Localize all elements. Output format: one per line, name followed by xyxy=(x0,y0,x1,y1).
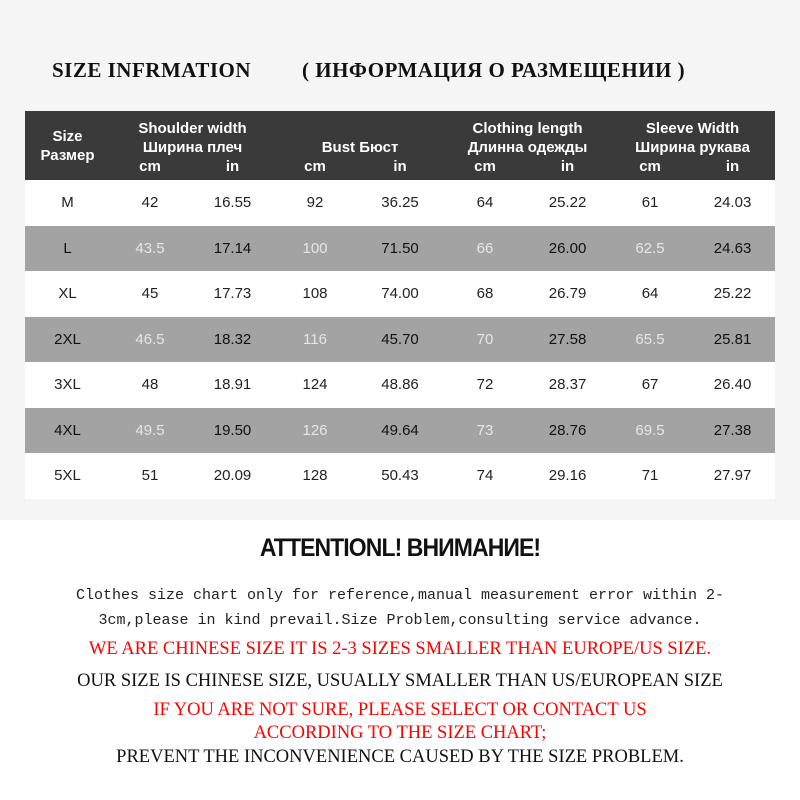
table-cell: 64 xyxy=(610,271,690,317)
table-cell: 51 xyxy=(110,453,190,499)
table-cell: 128 xyxy=(275,453,355,499)
shoulder-width-header xyxy=(110,111,275,157)
table-cell: 72 xyxy=(445,362,525,408)
size-warning-black: OUR SIZE IS CHINESE SIZE, USUALLY SMALLER THAN US/EUROPEAN SIZE xyxy=(77,671,723,691)
unit-in-header: in xyxy=(690,157,775,180)
size-cell: M xyxy=(25,180,110,226)
table-cell: 25.22 xyxy=(690,271,775,317)
table-cell: 24.63 xyxy=(690,226,775,272)
group-header-line2: Ширина рукава xyxy=(635,139,750,156)
title-english: SIZE INFRMATION xyxy=(52,58,252,82)
table-cell: 26.00 xyxy=(525,226,610,272)
size-warning-red: WE ARE CHINESE SIZE IT IS 2-3 SIZES SMALLER THAN EUROPE/US SIZE. xyxy=(88,639,712,659)
bust-header xyxy=(275,111,445,157)
page-title xyxy=(0,52,800,92)
table-row xyxy=(25,453,775,499)
table-cell: 116 xyxy=(275,317,355,363)
table-cell: 17.73 xyxy=(190,271,275,317)
size-column-header xyxy=(25,111,110,180)
table-cell: 71.50 xyxy=(355,226,445,272)
table-cell: 66 xyxy=(445,226,525,272)
table-cell: 25.81 xyxy=(690,317,775,363)
table-cell: 26.79 xyxy=(525,271,610,317)
table-cell: 74 xyxy=(445,453,525,499)
table-cell: 62.5 xyxy=(610,226,690,272)
size-cell: L xyxy=(25,226,110,272)
size-header-ru: Размер xyxy=(40,146,95,164)
table-cell: 27.38 xyxy=(690,408,775,454)
table-cell: 74.00 xyxy=(355,271,445,317)
title-russian: ( ИНФОРМАЦИЯ О РАЗМЕЩЕНИИ ) xyxy=(302,58,686,82)
table-row xyxy=(25,271,775,317)
table-cell: 126 xyxy=(275,408,355,454)
table-cell: 45.70 xyxy=(355,317,445,363)
table-cell: 68 xyxy=(445,271,525,317)
unit-in-header: in xyxy=(525,157,610,180)
table-row xyxy=(25,317,775,363)
table-cell: 46.5 xyxy=(110,317,190,363)
size-cell: XL xyxy=(25,271,110,317)
clothing-length-header xyxy=(445,111,610,157)
unit-cm-header: cm xyxy=(445,157,525,180)
table-row xyxy=(25,180,775,226)
table-cell: 42 xyxy=(110,180,190,226)
note-line-2: 3cm,please in kind prevail.Size Problem,consulting service advance. xyxy=(98,612,702,629)
table-cell: 43.5 xyxy=(110,226,190,272)
advice-red-line-2: ACCORDING TO THE SIZE CHART; xyxy=(253,723,547,743)
table-row xyxy=(25,408,775,454)
sleeve-width-header xyxy=(610,111,775,157)
table-cell: 48.86 xyxy=(355,362,445,408)
table-cell: 45 xyxy=(110,271,190,317)
size-table xyxy=(25,111,775,499)
table-row xyxy=(25,362,775,408)
table-cell: 67 xyxy=(610,362,690,408)
table-cell: 69.5 xyxy=(610,408,690,454)
group-header-line1: Sleeve Width xyxy=(645,120,740,137)
size-header-en: Size xyxy=(52,127,83,145)
table-cell: 65.5 xyxy=(610,317,690,363)
unit-in-header: in xyxy=(190,157,275,180)
table-cell: 61 xyxy=(610,180,690,226)
table-cell: 18.32 xyxy=(190,317,275,363)
table-cell: 26.40 xyxy=(690,362,775,408)
group-header-line1: Shoulder width xyxy=(138,120,247,137)
unit-cm-header: cm xyxy=(610,157,690,180)
table-cell: 92 xyxy=(275,180,355,226)
group-header-line1: Clothing length xyxy=(472,120,583,137)
table-cell: 70 xyxy=(445,317,525,363)
table-row xyxy=(25,226,775,272)
table-cell: 28.76 xyxy=(525,408,610,454)
measurement-note xyxy=(20,583,780,633)
table-cell: 20.09 xyxy=(190,453,275,499)
size-cell: 2XL xyxy=(25,317,110,363)
table-body xyxy=(25,180,775,499)
table-cell: 49.64 xyxy=(355,408,445,454)
table-cell: 27.97 xyxy=(690,453,775,499)
unit-cm-header: cm xyxy=(275,157,355,180)
size-cell: 4XL xyxy=(25,408,110,454)
unit-in-header: in xyxy=(355,157,445,180)
table-cell: 17.14 xyxy=(190,226,275,272)
table-cell: 28.37 xyxy=(525,362,610,408)
group-header-line2: Bust Бюст xyxy=(321,139,399,156)
table-cell: 24.03 xyxy=(690,180,775,226)
advice-red-line-1: IF YOU ARE NOT SURE, PLEASE SELECT OR CONTACT US xyxy=(153,700,647,720)
unit-header-row xyxy=(25,157,775,180)
unit-cm-header: cm xyxy=(110,157,190,180)
advice-black: PREVENT THE INCONVENIENCE CAUSED BY THE SIZE PROBLEM. xyxy=(116,747,684,767)
group-header-line2: Ширина плеч xyxy=(142,139,243,156)
table-header-row xyxy=(25,111,775,157)
size-cell: 5XL xyxy=(25,453,110,499)
table-cell: 108 xyxy=(275,271,355,317)
table-cell: 18.91 xyxy=(190,362,275,408)
table-cell: 29.16 xyxy=(525,453,610,499)
table-cell: 19.50 xyxy=(190,408,275,454)
table-cell: 48 xyxy=(110,362,190,408)
note-line-1: Clothes size chart only for reference,manual measurement error within 2- xyxy=(75,587,725,604)
table-cell: 49.5 xyxy=(110,408,190,454)
table-cell: 64 xyxy=(445,180,525,226)
size-cell: 3XL xyxy=(25,362,110,408)
table-cell: 100 xyxy=(275,226,355,272)
table-cell: 124 xyxy=(275,362,355,408)
attention-heading: ATTENTIONL! ВНИМАНИЕ! xyxy=(259,534,541,562)
table-cell: 73 xyxy=(445,408,525,454)
table-cell: 71 xyxy=(610,453,690,499)
table-cell: 50.43 xyxy=(355,453,445,499)
table-cell: 27.58 xyxy=(525,317,610,363)
table-cell: 36.25 xyxy=(355,180,445,226)
table-cell: 25.22 xyxy=(525,180,610,226)
table-cell: 16.55 xyxy=(190,180,275,226)
group-header-line2: Длинна одежды xyxy=(467,139,588,156)
